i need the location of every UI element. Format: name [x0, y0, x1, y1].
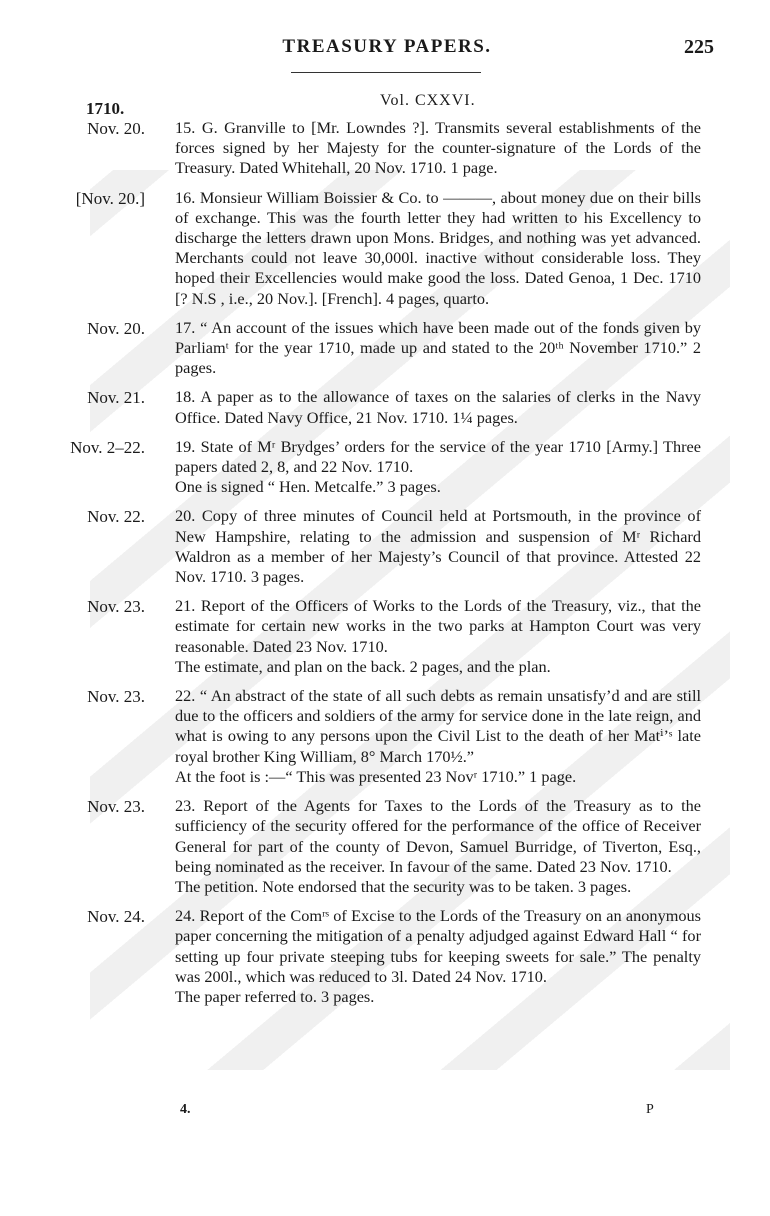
- volume-heading: Vol. CXXVI.: [380, 92, 476, 109]
- entry-body: [175, 686, 701, 787]
- entry-body: [175, 437, 701, 498]
- entry-body: [175, 318, 701, 379]
- entry-body: [175, 188, 701, 309]
- entry-date: Nov. 22.: [87, 507, 145, 527]
- entry-text: 21. Report of the Officers of Works to the Lords of the Treasury, viz., that the estimate for certain new works in the two parks at Hampton Court was very reasonable. Dated 23 Nov. 1710.: [175, 596, 701, 656]
- entry: [0, 387, 770, 427]
- entry-text: 22. “ An abstract of the state of all such debts as remain unsatisfy’d and are still due to the officers and soldiers of the army for service done in the late reign, and what is owing to any persons upon the Civil List to the death of her Matⁱ’ˢ late royal brother King William, 8° March 170½.”: [175, 686, 701, 766]
- sheet-mark: P: [646, 1102, 654, 1117]
- entry-text: 23. Report of the Agents for Taxes to the Lords of the Treasury as to the sufficiency of the security offered for the performance of the office of Receiver General for part of the county of Devon, Samuel Burridge, of Tiverton, Esq., being nominated as the receiver. In favour of the same. Dated 23 Nov. 1710.: [175, 796, 701, 876]
- entry-body: [175, 796, 701, 897]
- header-rule: [291, 72, 481, 73]
- entry-note: The paper referred to. 3 pages.: [175, 986, 375, 1006]
- entry-body: [175, 387, 701, 427]
- entry-date: Nov. 23.: [87, 687, 145, 707]
- entry-body: [175, 906, 701, 1007]
- entry: [0, 686, 770, 787]
- entry-body: [175, 596, 701, 677]
- entry-date: Nov. 2–22.: [70, 437, 145, 457]
- entry-text: 17. “ An account of the issues which have been made out of the fonds given by Parliamᵗ for the year 1710, made up and stated to the 20ᵗʰ November 1710.” 2 pages.: [175, 317, 701, 378]
- entry-text: 18. A paper as to the allowance of taxes on the salaries of clerks in the Navy Office. Dated Navy Office, 21 Nov. 1710. 1¼ pages.: [175, 387, 701, 427]
- entry-text: 20. Copy of three minutes of Council held at Portsmouth, in the province of New Hampshire, relating to the admission and suspension of Mʳ Richard Waldron as a member of her Majesty’s Council of that province. Attested 22 Nov. 1710. 3 pages.: [175, 506, 701, 587]
- entry-body: [175, 506, 701, 587]
- entry-text: 24. Report of the Comʳˢ of Excise to the Lords of the Treasury on an anonymous paper concerning the mitigation of a penalty adjudged against Edward Hall “ for setting up four private steeping tubs for keeping sweets for sale.” The penalty was 200l., which was reduced to 3l. Dated 24 Nov. 1710.: [175, 906, 701, 986]
- entry: [0, 188, 770, 309]
- entry: [0, 906, 770, 1007]
- entries-list: [0, 118, 770, 1016]
- entry-date: Nov. 23.: [87, 797, 145, 817]
- running-title: TREASURY PAPERS.: [282, 36, 492, 57]
- entry: [0, 437, 770, 498]
- entry-note: The estimate, and plan on the back. 2 pages, and the plan.: [175, 656, 551, 676]
- entry-body: [175, 118, 701, 179]
- entry-date: Nov. 24.: [87, 907, 145, 927]
- entry-date: Nov. 23.: [87, 597, 145, 617]
- year-label: 1710.: [86, 99, 125, 118]
- entry-text: 16. Monsieur William Boissier & Co. to ———, about money due on their bills of exchange. This was the fourth letter they had written to his Excellency to discharge the letters drawn upon Mons. Bridges, and nothing was yet advanced. Merchants could not leave 30,000l. inactive without considerable loss. They hoped their Excellencies would make good the loss. Dated Genoa, 1 Dec. 1710 [? N.S , i.e., 20 Nov.]. [French]. 4 pages, quarto.: [175, 187, 701, 308]
- entry-date: [Nov. 20.]: [75, 188, 145, 208]
- page-footer: [0, 1102, 770, 1122]
- signature-mark: 4.: [180, 1102, 191, 1117]
- entry: [0, 796, 770, 897]
- entry-date: Nov. 20.: [87, 119, 145, 138]
- entry-date: Nov. 20.: [87, 318, 145, 338]
- entry-note: One is signed “ Hen. Metcalfe.” 3 pages.: [175, 477, 441, 497]
- page-header: [60, 36, 714, 66]
- entry: [0, 318, 770, 379]
- entry: [0, 596, 770, 677]
- page-number: 225: [684, 36, 714, 58]
- entry-note: At the foot is :—“ This was presented 23 Novʳ 1710.” 1 page.: [175, 766, 577, 786]
- entry-note: The petition. Note endorsed that the security was to be taken. 3 pages.: [175, 876, 632, 896]
- entry-text: 19. State of Mʳ Brydges’ orders for the service of the year 1710 [Army.] Three papers dated 2, 8, and 22 Nov. 1710.: [175, 436, 701, 477]
- entry: [0, 118, 770, 179]
- entry-date: Nov. 21.: [87, 388, 145, 408]
- entry: [0, 506, 770, 587]
- entry-text: 15. G. Granville to [Mr. Lowndes ?]. Transmits several establishments of the forces signed by her Majesty for the counter-signature of the Lords of the Treasury. Dated Whitehall, 20 Nov. 1710. 1 page.: [175, 118, 701, 178]
